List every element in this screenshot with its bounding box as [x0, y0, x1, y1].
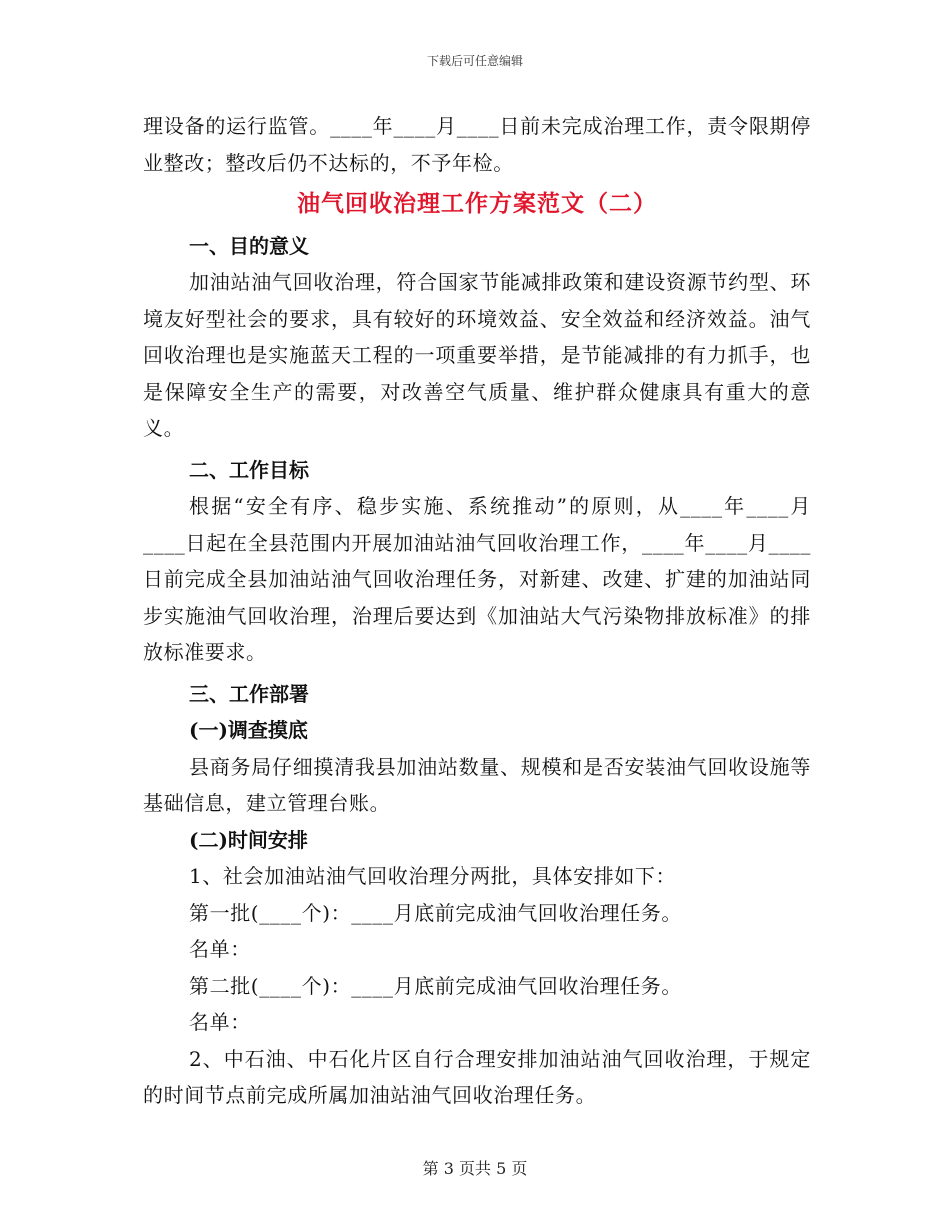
page-footer: 第 3 页共 5 页: [422, 1159, 528, 1178]
page-header: 下载后可任意编辑: [426, 54, 523, 68]
paragraph-list-2: 名单：: [189, 1010, 251, 1034]
subheading-schedule: (二)时间安排: [189, 827, 308, 852]
heading-purpose: 一、目的意义: [189, 233, 309, 258]
subheading-survey: (一)调查摸底: [189, 718, 308, 742]
paragraph-continued: 理设备的运行监管。____年____月____日前未完成治理工作，责令限期停业整改；整改后仍不达标的，不予年检。: [143, 114, 811, 175]
paragraph-batch-1: 第一批(____个)：____月底前完成油气回收治理任务。: [189, 900, 683, 925]
paragraph-schedule-1: 1、社会加油站油气回收治理分两批，具体安排如下：: [189, 864, 677, 888]
paragraph-list-1: 名单：: [189, 937, 251, 961]
paragraph-goals: 根据“安全有序、稳步实施、系统推动”的原则，从____年____月____日起在全县范围内开展加油站油气回收治理工作，____年____月____日前完成全县加油站油气回收治理任务，对新建、改建、扩建的加油站同步实施油气回收治理，治理后要达到《加油站大气污染物排放标准》的排放标准要求。: [143, 494, 811, 664]
heading-goals: 二、工作目标: [189, 457, 309, 482]
paragraph-survey: 县商务局仔细摸清我县加油站数量、规模和是否安装油气回收设施等基础信息，建立管理台账。: [143, 754, 811, 815]
paragraph-batch-2: 第二批(____个)：____月底前完成油气回收治理任务。: [189, 973, 683, 998]
paragraph-purpose: 加油站油气回收治理，符合国家节能减排政策和建设资源节约型、环境友好型社会的要求，具有较好的环境效益、安全效益和经济效益。油气回收治理也是实施蓝天工程的一项重要举措，是节能减排的有力抓手，也是保障安全生产的需要，对改善空气质量、维护群众健康具有重大的意义。: [143, 270, 811, 440]
document-body: [143, 108, 811, 1114]
paragraph-schedule-2: 2、中石油、中石化片区自行合理安排加油站油气回收治理，于规定的时间节点前完成所属加油站油气回收治理任务。: [143, 1046, 811, 1107]
section-title: 油气回收治理工作方案范文（二）: [297, 190, 657, 217]
heading-deployment: 三、工作部署: [189, 681, 309, 706]
